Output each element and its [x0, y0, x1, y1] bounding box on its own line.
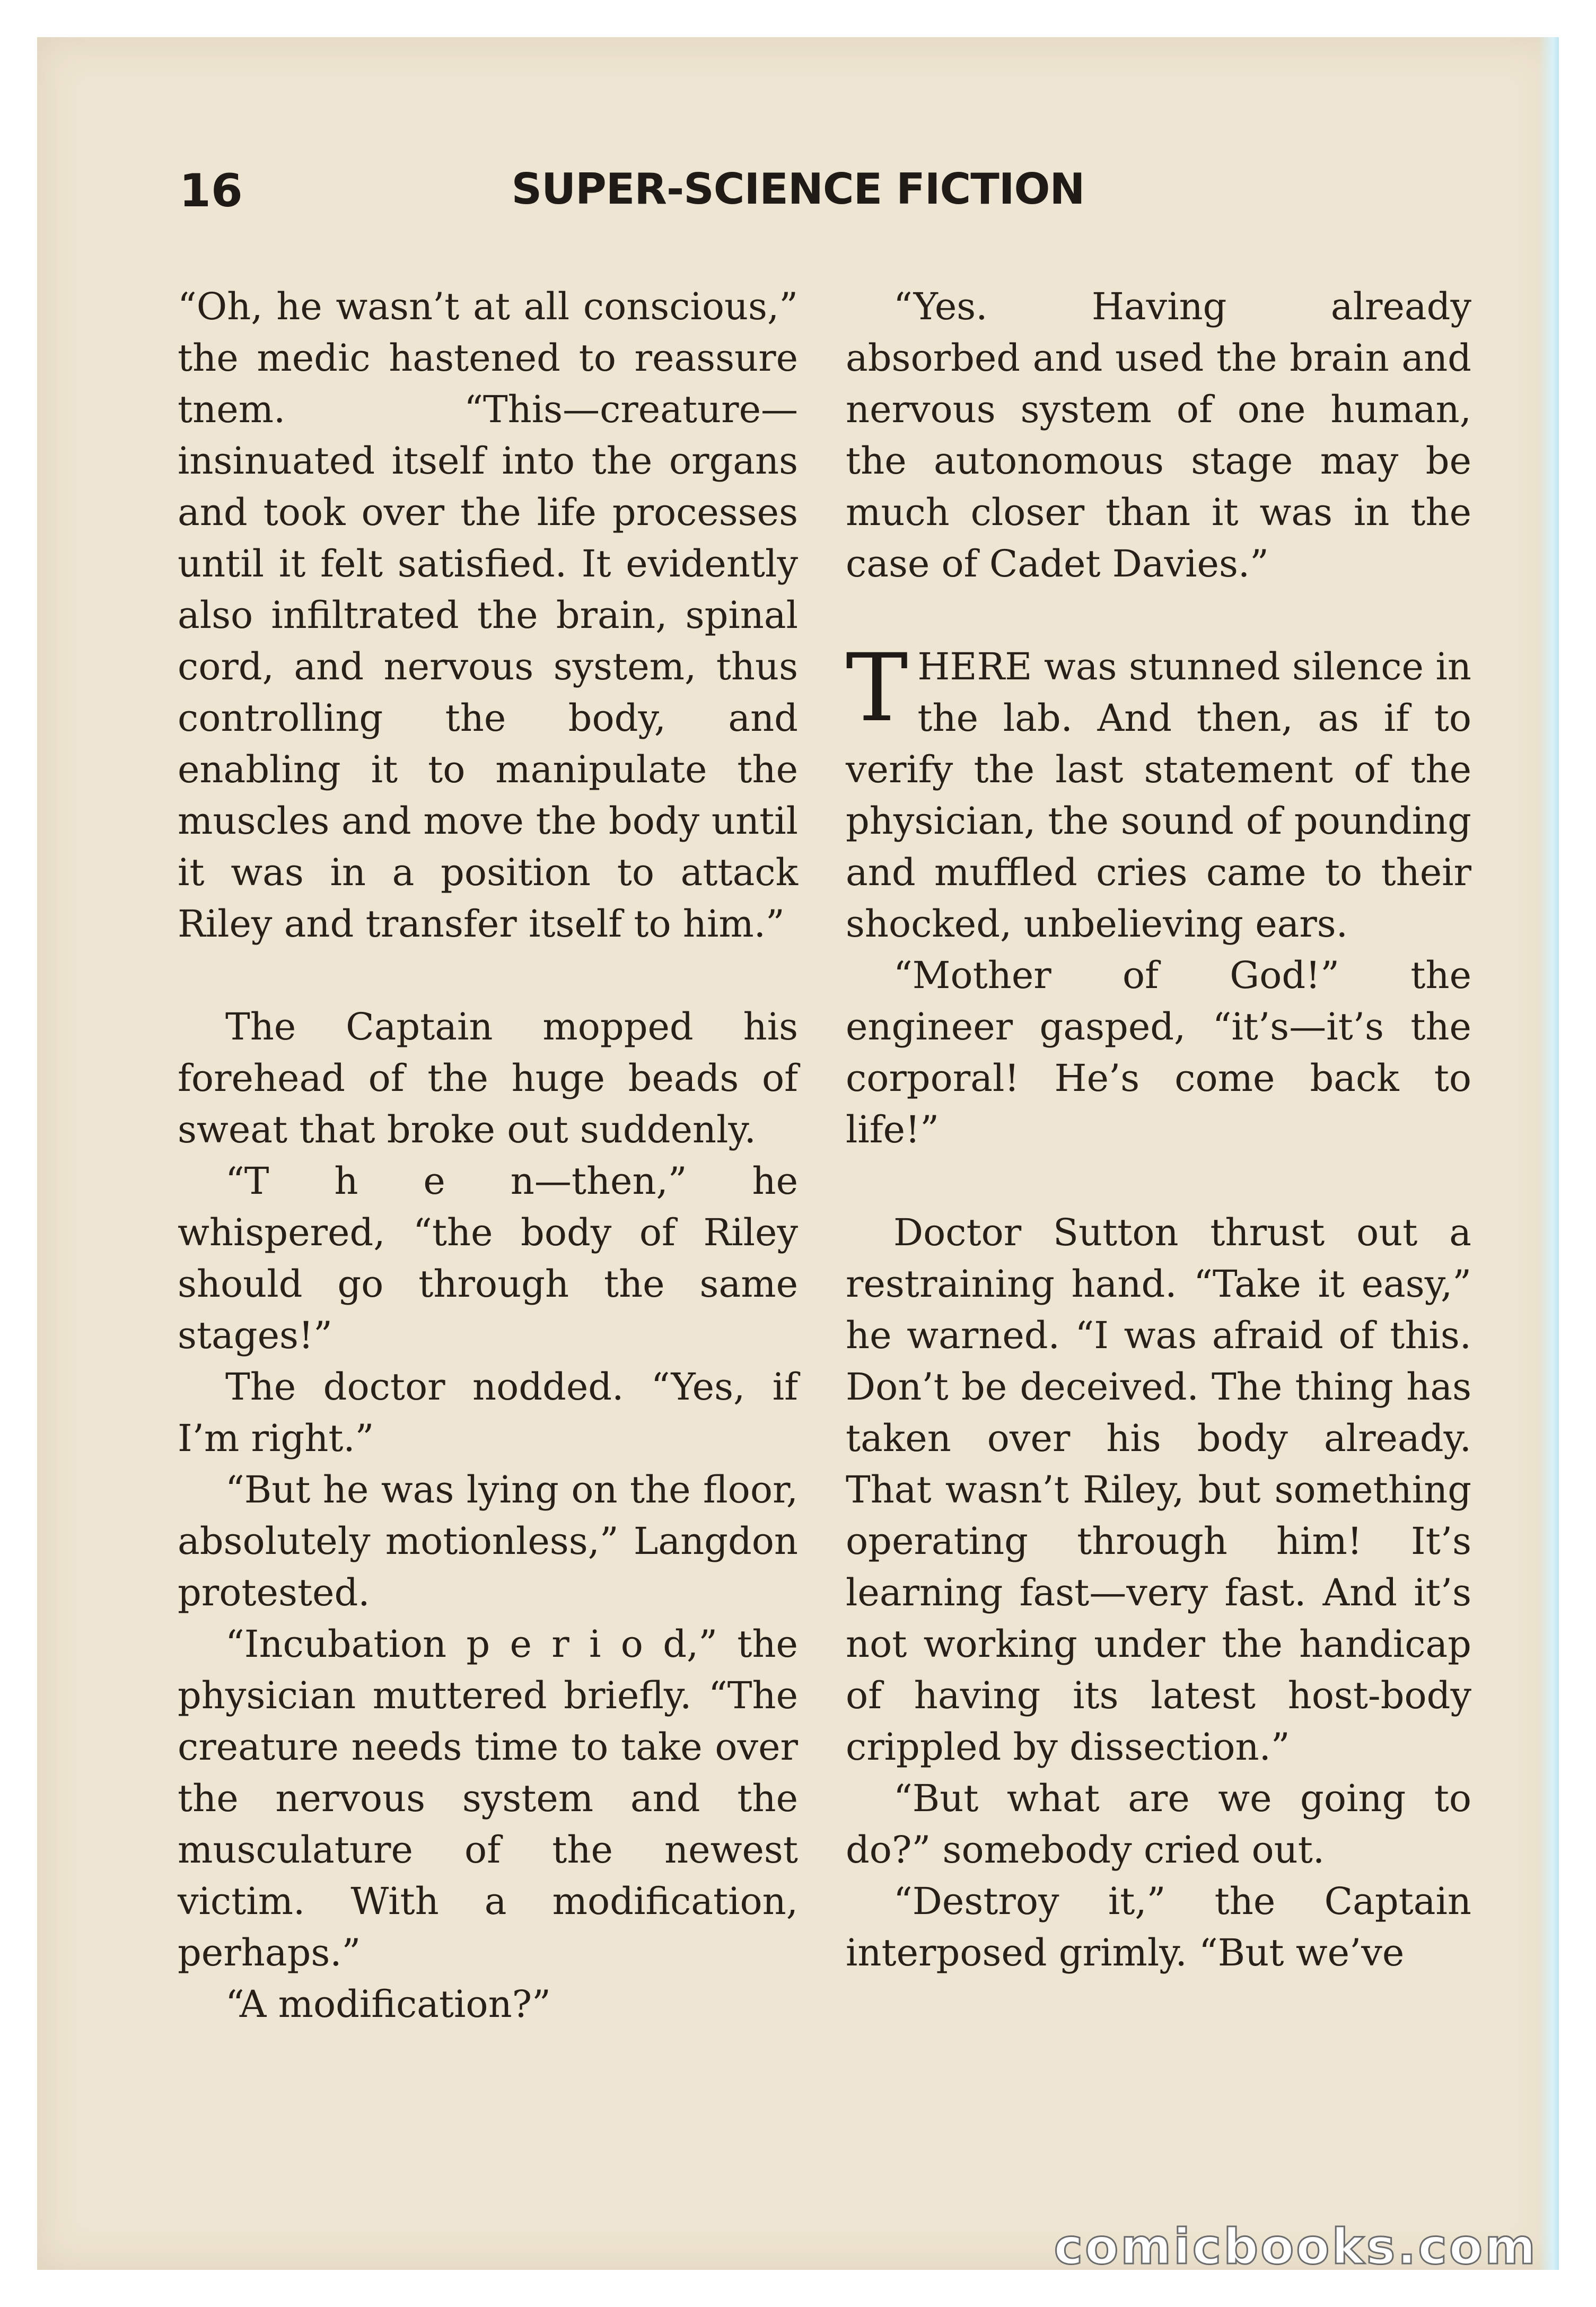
paragraph: “Incubation p e r i o d,” the physician muttered briefly. “The creature needs time to take over the nervous system and the musculature of the newest victim. With a modification, perhaps.” — [178, 1622, 798, 1974]
page-edge — [1538, 37, 1559, 2270]
paragraph-text: HERE was stunned silence in the lab. And then, as if to verify the last statement of the physician, the sound of pounding and muffled cries came to their shocked, unbelieving ears. — [846, 645, 1471, 946]
running-title: SUPER-SCIENCE FICTION — [511, 164, 1085, 214]
paragraph: “Oh, he wasn’t at all conscious,” the medic hastened to reassure tnem. “This—creature—insinuated itself into the organs and took over the life processes until it felt satisfied. It evidently also infiltrated the brain, spinal cord, and nervous system, thus controlling the body, and enabling it to manipulate the muscles and move the body until it was in a position to attack Riley and transfer itself to him.” — [178, 285, 798, 946]
paragraph: “Yes. Having already absorbed and used the brain and nervous system of one human, the autonomous stage may be much closer than it was in the case of Cadet Davies.” — [846, 285, 1471, 586]
right-column — [846, 281, 1471, 1979]
page-header — [37, 164, 1559, 239]
paragraph: “T h e n—then,” he whispered, “the body of Riley should go through the same stages!” — [178, 1159, 798, 1357]
left-column — [178, 281, 798, 2030]
paragraph: “But what are we going to do?” somebody cried out. — [846, 1777, 1471, 1872]
paragraph: “A modification?” — [225, 1982, 551, 2026]
drop-cap: T — [846, 634, 908, 742]
watermark: comicbooks.com — [1054, 2218, 1538, 2275]
paragraph-dropcap — [846, 634, 1471, 950]
paragraph: “But he was lying on the floor, absolutely motionless,” Langdon protested. — [178, 1468, 798, 1614]
paragraph: The doctor nodded. “Yes, if I’m right.” — [178, 1365, 798, 1460]
book-page — [37, 37, 1559, 2270]
paragraph: Doctor Sutton thrust out a restraining hand. “Take it easy,” he warned. “I was afraid of this. Don’t be deceived. The thing has taken over his body already. That wasn’t Riley, but something operating through him! It’s learning fast—very fast. And it’s not working under the handicap of having its latest host-body crippled by dissection.” — [846, 1211, 1471, 1769]
paragraph: “Destroy it,” the Captain interposed grimly. “But we’ve — [846, 1880, 1471, 1974]
paragraph: The Captain mopped his forehead of the huge beads of sweat that broke out suddenly. — [178, 1005, 798, 1151]
page-number: 16 — [179, 164, 243, 217]
paragraph: “Mother of God!” the engineer gasped, “it’s—it’s the corporal! He’s come back to life!” — [846, 954, 1471, 1151]
